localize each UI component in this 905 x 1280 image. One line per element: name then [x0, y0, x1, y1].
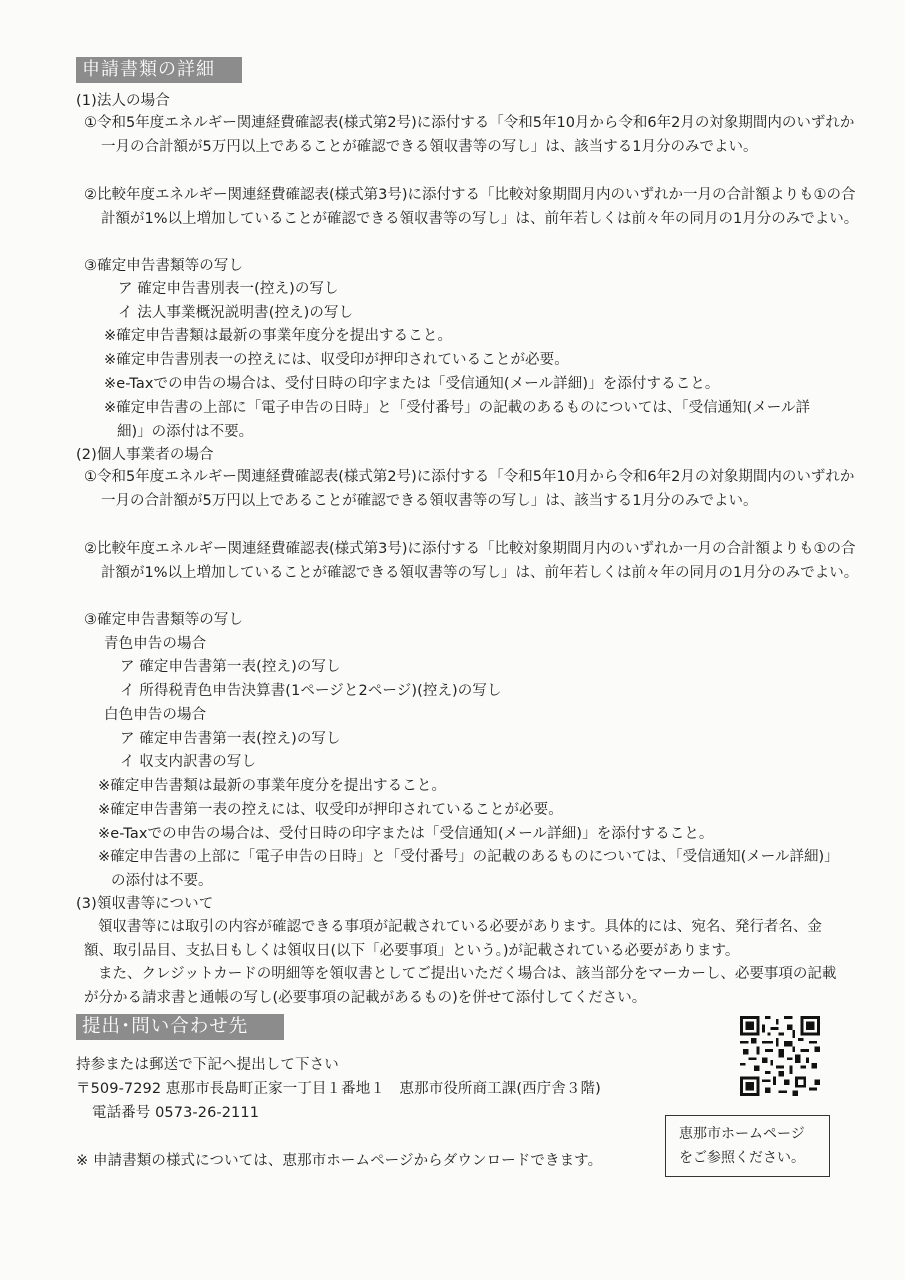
indiv-note-2: ※確定申告書第一表の控えには、収受印が押印されていることが必要。: [98, 802, 563, 818]
submit-instruction: 持参または郵送で下記へ提出して下さい: [76, 1057, 339, 1073]
section-heading-contact: 提出･問い合わせ先: [76, 1014, 284, 1040]
receipt-paragraph-1: 領収書等には取引の内容が確認できる事項が記載されている必要があります。具体的には、宛名、発行者名、金額、取引品目、支払日もしくは領収日(以下「必要事項」という。)が記載されている必要があります。: [84, 919, 822, 959]
contact-address: 〒509-7292 恵那市長島町正家一丁目１番地１ 恵那市役所商工課(西庁舎３階): [76, 1081, 601, 1097]
corp-note-3: ※e-Taxでの申告の場合は、受付日時の印字または「受信通知(メール詳細)」を添付すること。: [104, 376, 720, 392]
indiv-note-4: ※確定申告書の上部に「電子申告の日時」と「受付番号」の記載のあるものについては、「受信通知(メール詳細)」の添付は不要。: [98, 849, 839, 889]
indiv-white-i: イ 収支内訳書の写し: [120, 754, 257, 770]
indiv-item-3: ③確定申告書類等の写し: [84, 612, 244, 628]
indiv-note-1: ※確定申告書類は最新の事業年度分を提出すること。: [98, 778, 447, 794]
corp-note-1: ※確定申告書類は最新の事業年度分を提出すること。: [104, 328, 453, 344]
download-note: ※ 申請書類の様式については、恵那市ホームページからダウンロードできます。: [76, 1153, 603, 1169]
corp-item-2: ②比較年度エネルギー関連経費確認表(様式第3号)に添付する「比較対象期間月内のいずれか一月の合計額よりも①の合計額が1%以上増加していることが確認できる領収書等の写し」は、前年若しくは前々年の同月の1月分のみでよい。: [84, 187, 859, 227]
homepage-reference-line-2: をご参照ください。: [679, 1150, 805, 1166]
homepage-reference-line-1: 恵那市ホームページ: [679, 1126, 805, 1142]
section-heading-details: 申請書類の詳細: [76, 57, 242, 83]
indiv-item-1: ①令和5年度エネルギー関連経費確認表(様式第2号)に添付する「令和5年10月から令和6年2月の対象期間内のいずれか一月の合計額が5万円以上であることが確認できる領収書等の写し」は、該当する1月分のみでよい。: [84, 469, 855, 509]
indiv-white-label: 白色申告の場合: [104, 707, 207, 723]
corp-note-2: ※確定申告書別表一の控えには、収受印が押印されていることが必要。: [104, 352, 569, 368]
homepage-qr-code[interactable]: [740, 1016, 820, 1096]
contact-phone: 電話番号 0573-26-2111: [92, 1105, 260, 1121]
receipt-paragraph-2: また、クレジットカードの明細等を領収書としてご提出いただく場合は、該当部分をマーカーし、必要事項の記載が分かる請求書と通帳の写し(必要事項の記載があるもの)を併せて添付してください。: [84, 966, 837, 1006]
receipt-title: (3)領収書等について: [76, 896, 214, 912]
corp-item-3: ③確定申告書類等の写し: [84, 258, 244, 274]
homepage-reference-box: [665, 1115, 830, 1177]
indiv-item-2: ②比較年度エネルギー関連経費確認表(様式第3号)に添付する「比較対象期間月内のいずれか一月の合計額よりも①の合計額が1%以上増加していることが確認できる領収書等の写し」は、前年若しくは前々年の同月の1月分のみでよい。: [84, 541, 859, 581]
indiv-white-a: ア 確定申告書第一表(控え)の写し: [120, 731, 341, 747]
indiv-title: (2)個人事業者の場合: [76, 447, 214, 463]
indiv-note-3: ※e-Taxでの申告の場合は、受付日時の印字または「受信通知(メール詳細)」を添付すること。: [98, 826, 714, 842]
corp-note-4: ※確定申告書の上部に「電子申告の日時」と「受付番号」の記載のあるものについては、「受信通知(メール詳細)」の添付は不要。: [104, 400, 810, 440]
corp-title: (1)法人の場合: [76, 93, 170, 109]
indiv-blue-a: ア 確定申告書第一表(控え)の写し: [120, 659, 341, 675]
indiv-blue-i: イ 所得税青色申告決算書(1ページと2ページ)(控え)の写し: [120, 683, 502, 699]
corp-sub-i: イ 法人事業概況説明書(控え)の写し: [118, 305, 354, 321]
indiv-blue-label: 青色申告の場合: [104, 636, 207, 652]
corp-item-1: ①令和5年度エネルギー関連経費確認表(様式第2号)に添付する「令和5年10月から令和6年2月の対象期間内のいずれか一月の合計額が5万円以上であることが確認できる領収書等の写し」は、該当する1月分のみでよい。: [84, 115, 855, 155]
corp-sub-a: ア 確定申告書別表一(控え)の写し: [118, 281, 339, 297]
